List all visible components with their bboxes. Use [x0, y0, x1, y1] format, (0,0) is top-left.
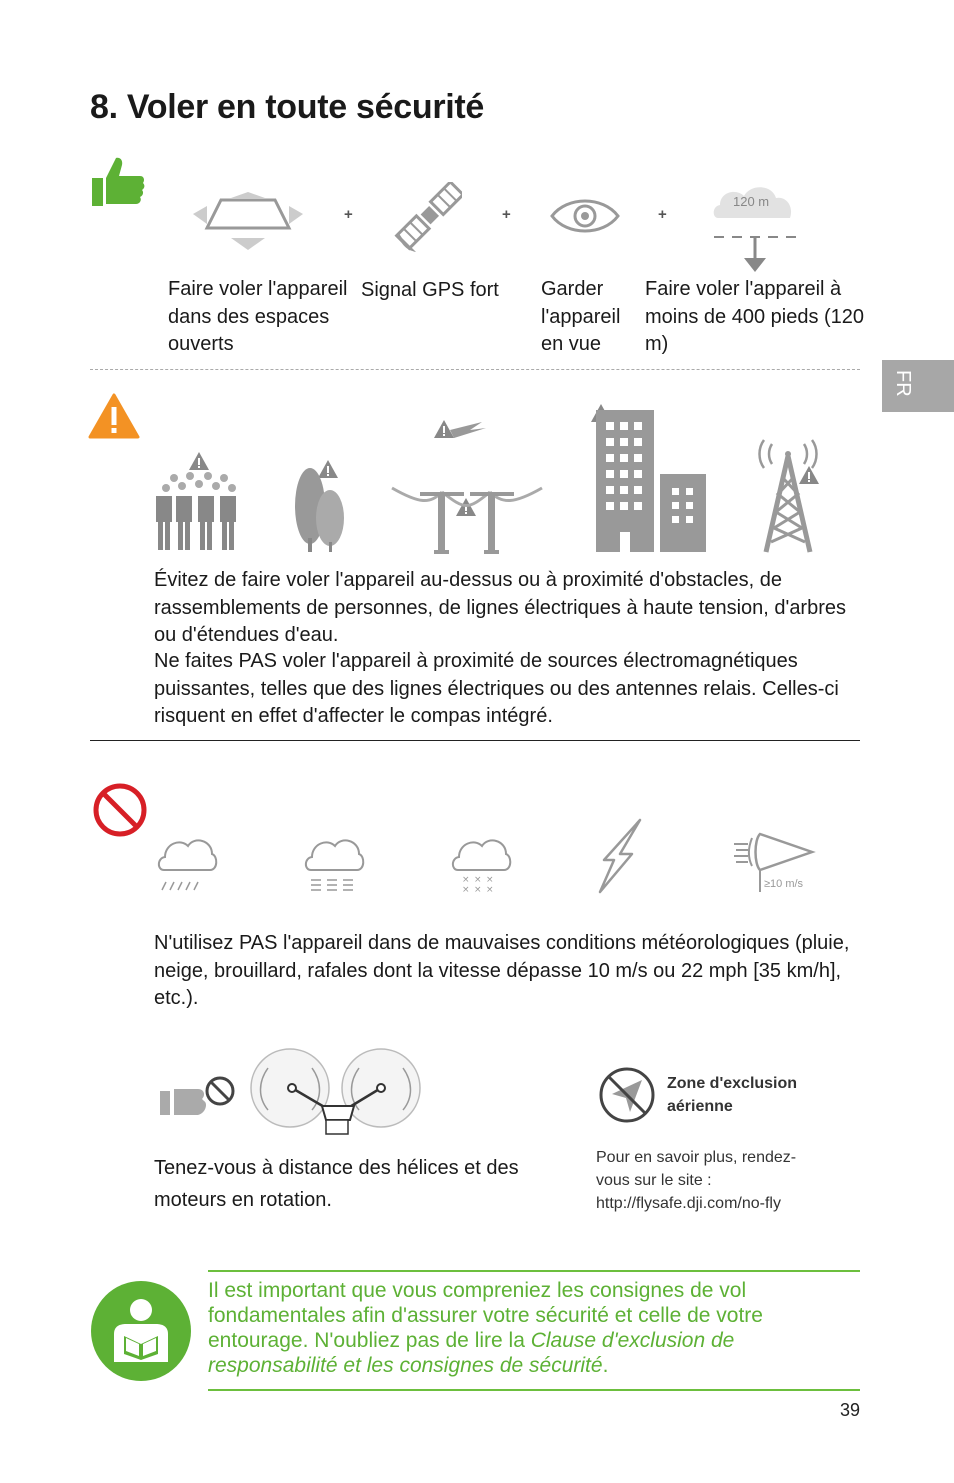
page-title: 8. Voler en toute sécurité [90, 88, 485, 126]
hand-prohibited-icon [158, 1073, 238, 1117]
page-number: 39 [840, 1400, 861, 1420]
warning-paragraph-electromagnetic: Ne faites PAS voler l'appareil à proximité de sources électromagnétiques puissantes, telles que des lignes électriques ou des antennes relais. Celles-ci risquent en effet d'affecter le compas intégré. [154, 650, 839, 727]
caption-open-space: Faire voler l'appareil dans des espaces ouverts [168, 278, 348, 355]
warning-icon [88, 393, 140, 439]
antenna-tower-icon [752, 430, 824, 554]
caption-gps: Signal GPS fort [361, 279, 499, 301]
svg-text:×: × [462, 875, 470, 885]
propeller-warning-text: Tenez-vous à distance des hélices et des moteurs en rotation. [154, 1157, 519, 1211]
notice-bottom-rule [208, 1389, 860, 1391]
language-tab: FR [882, 360, 954, 412]
plus-sign: + [502, 206, 511, 223]
svg-text:×: × [486, 875, 494, 885]
plus-sign: + [658, 206, 667, 223]
snow-icon [450, 832, 512, 894]
no-fly-zone-icon [598, 1066, 656, 1124]
power-lines-icon [390, 418, 544, 556]
svg-text:×: × [474, 885, 482, 894]
svg-text:×: × [486, 885, 494, 894]
wind-speed-label: ≥10 m/s [764, 878, 804, 890]
trees-icon [292, 458, 348, 554]
lightning-icon [596, 818, 648, 894]
no-fly-zone-title: Zone d'exclusion aérienne [667, 1075, 798, 1115]
altitude-label: 120 m [733, 194, 770, 209]
section-divider [90, 740, 860, 741]
warning-paragraph-obstacles: Évitez de faire voler l'appareil au-dessus ou à proximité d'obstacles, de rassemblements de personnes, de lignes électriques à haute tension, d'arbres ou d'étendues d'eau. [154, 569, 847, 646]
plus-sign: + [344, 206, 353, 223]
svg-text:×: × [462, 885, 470, 894]
gps-satellite-icon [392, 182, 462, 254]
notice-text: Il est important que vous compreniez les consignes de vol fondamentales afin d'assurer votre sécurité et celle de votre entourage. N'oubliez pas de lire la Clause d'exclusion de responsabilité et les consignes de sécurité. [208, 1279, 763, 1377]
buildings-icon [588, 402, 708, 552]
reading-person-icon [90, 1280, 192, 1382]
no-fly-zone-text: Pour en savoir plus, rendez-vous sur le site : http://flysafe.dji.com/no-fly [596, 1149, 797, 1212]
notice-top-rule [208, 1270, 860, 1272]
weather-paragraph: N'utilisez PAS l'appareil dans de mauvaises conditions météorologiques (pluie, neige, brouillard, rafales dont la vitesse dépasse 10 m/s ou 22 mph [35 km/h], etc.). [154, 932, 850, 1009]
svg-text:×: × [474, 875, 482, 885]
rain-icon [156, 832, 218, 894]
caption-line-of-sight: Garder l'appareil en vue [541, 278, 621, 355]
propeller-icon [250, 1046, 426, 1138]
section-divider [90, 369, 860, 370]
altitude-limit-icon [710, 178, 800, 274]
caption-altitude: Faire voler l'appareil à moins de 400 pieds (120 m) [645, 278, 865, 355]
crowd-icon [152, 450, 246, 554]
prohibited-icon [92, 782, 148, 838]
open-space-icon [193, 192, 303, 250]
thumbs-up-icon [90, 156, 146, 208]
eye-icon [549, 194, 621, 238]
fog-icon [303, 832, 365, 894]
notice-doc-reference: Clause d'exclusion de responsabilité et les consignes de sécurité [208, 1329, 735, 1377]
